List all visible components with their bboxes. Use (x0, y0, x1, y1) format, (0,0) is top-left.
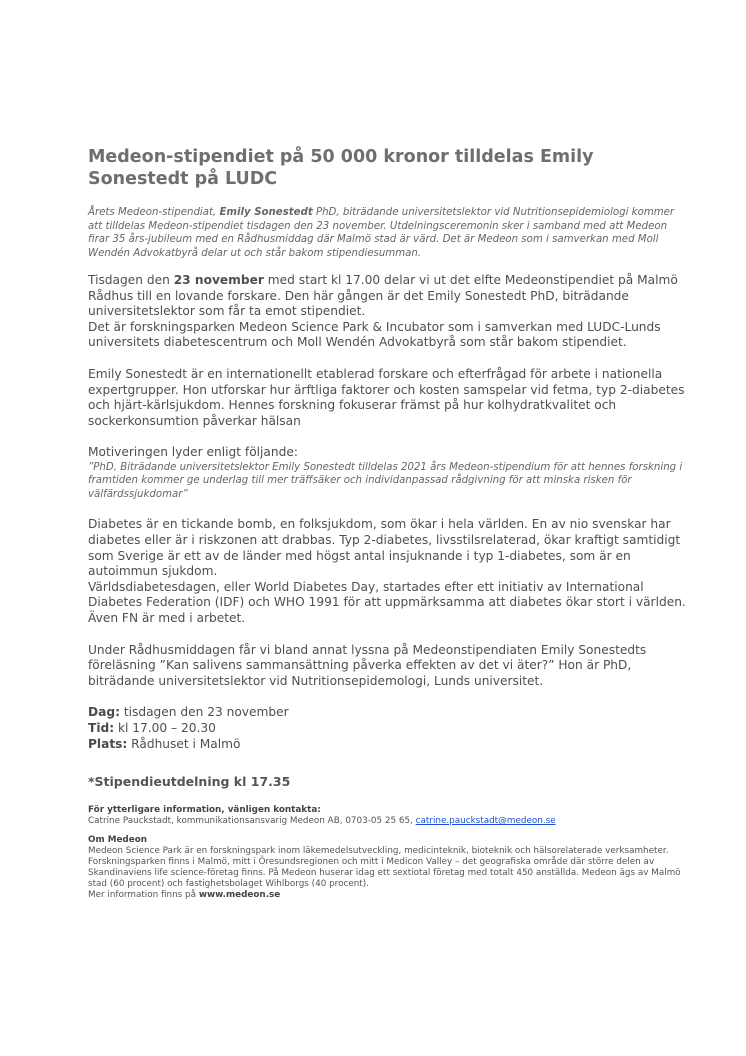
paragraph-research: Emily Sonestedt är en internationellt etablerad forskare och efterfrågad för arbete i nationella expertgrupper. Hon utforskar hur ärftliga faktorer och kosten samspelar vid fetma, typ 2-diabetes och hjärt-kärlsjukdom. Hennes forskning fokuserar främst på hur kolhydratkvalitet och sockerkonsumtion påverkar hälsan (88, 366, 685, 428)
contact-email-link[interactable]: catrine.pauckstadt@medeon.se (415, 816, 556, 827)
contact-section: För ytterligare information, vänligen kontakta: Catrine Pauckstadt, kommunikationsansvarig Medeon AB, 0703-05 25 65, catrine.pauckstadt@medeon.se (88, 805, 556, 827)
event-time: Tid: kl 17.00 – 20.30 (88, 720, 216, 735)
page-title: Medeon-stipendiet på 50 000 kronor tilldelas Emily Sonestedt på LUDC (88, 147, 594, 189)
lead-name: Emily Sonestedt (219, 207, 313, 218)
award-time-highlight: *Stipendieutdelning kl 17.35 (88, 774, 291, 790)
event-details (88, 705, 686, 752)
paragraph-diabetes: Diabetes är en tickande bomb, en folksjukdom, som ökar i hela världen. En av nio svenskar har diabetes eller är i riskzonen att drabbas. Typ 2-diabetes, livsstilsrelaterad, ökar kraftigt samtidigt som Sverige är ett av de länder med högst antal insjuknande i typ 1-diabetes, som är en autoimmun sjukdom. Världsdiabetesdagen, eller World Diabetes Day, startades efter ett initiativ av International Diabetes Federation (IDF) och WHO 1991 för att uppmärksamma att diabetes ökar stort i världen. Även FN är med i arbetet. (88, 517, 686, 625)
website-link[interactable]: www.medeon.se (198, 890, 281, 901)
event-date: 23 november (173, 273, 264, 287)
event-place: Plats: Rådhuset i Malmö (88, 736, 241, 751)
contact-heading: För ytterligare information, vänligen kontakta: (88, 805, 321, 816)
motivation-quote: ”PhD, Biträdande universitetslektor Emily Sonestedt tilldelas 2021 års Medeon-stipendium för att hennes forskning i framtiden kommer ge underlag till mer träffsäker och individanpassad rådgivning för att minska risken för välfärdssjukdomar” (88, 461, 683, 500)
paragraph-lecture: Under Rådhusmiddagen får vi bland annat lyssna på Medeonstipendiaten Emily Sonestedts föreläsning ”Kan salivens sammansättning påverka effekten av det vi äter?” Hon är PhD, biträdande universitetslektor vid Nutritionsepidemologi, Lunds universitet. (88, 642, 647, 688)
paragraph-intro: Tisdagen den 23 november med start kl 17.00 delar vi ut det elfte Medeonstipendiet på Malmö Rådhus till en lovande forskare. Den här gången är det Emily Sonestedt PhD, biträdande universitetslektor som får ta emot stipendiet. Det är forskningsparken Medeon Science Park & Incubator som i samverkan med LUDC-Lunds universitets diabetescentrum och Moll Wendén Advokatbyrå som står bakom stipendiet. (88, 273, 678, 350)
lead-paragraph: Årets Medeon-stipendiat, Emily Sonestedt PhD, biträdande universitetslektor vid Nutritionsepidemiologi kommer att tilldelas Medeon-stipendiet tisdagen den 23 november. Utdelningsceremonin sker i samband med att Medeon firar 35 års-jubileum med en Rådhusmiddag där Malmö stad är värd. Det är Medeon som i samverkan med Moll Wendén Advokatbyrå delar ut och står bakom stipendiesumman. (88, 207, 675, 259)
event-day: Dag: tisdagen den 23 november (88, 705, 289, 720)
motivation-heading: Motiveringen lyder enligt följande: (88, 445, 298, 460)
about-section: Om Medeon Medeon Science Park är en forskningspark inom läkemedelsutveckling, medicinteknik, bioteknik och hälsorelaterade verksamheter. Forskningsparken finns i Malmö, mitt i Öresundsregionen och mitt i Medicon Valley – det geografiska område där större delen av Skandinaviens life science-företag finns. På Medeon huserar idag ett sextiotal företag med totalt 450 anställda. Medeon ägs av Malmö stad (60 procent) och fastighetsbolaget Wihlborgs (40 procent). Mer information finns på www.medeon.se (88, 835, 681, 901)
about-heading: Om Medeon (88, 835, 147, 846)
